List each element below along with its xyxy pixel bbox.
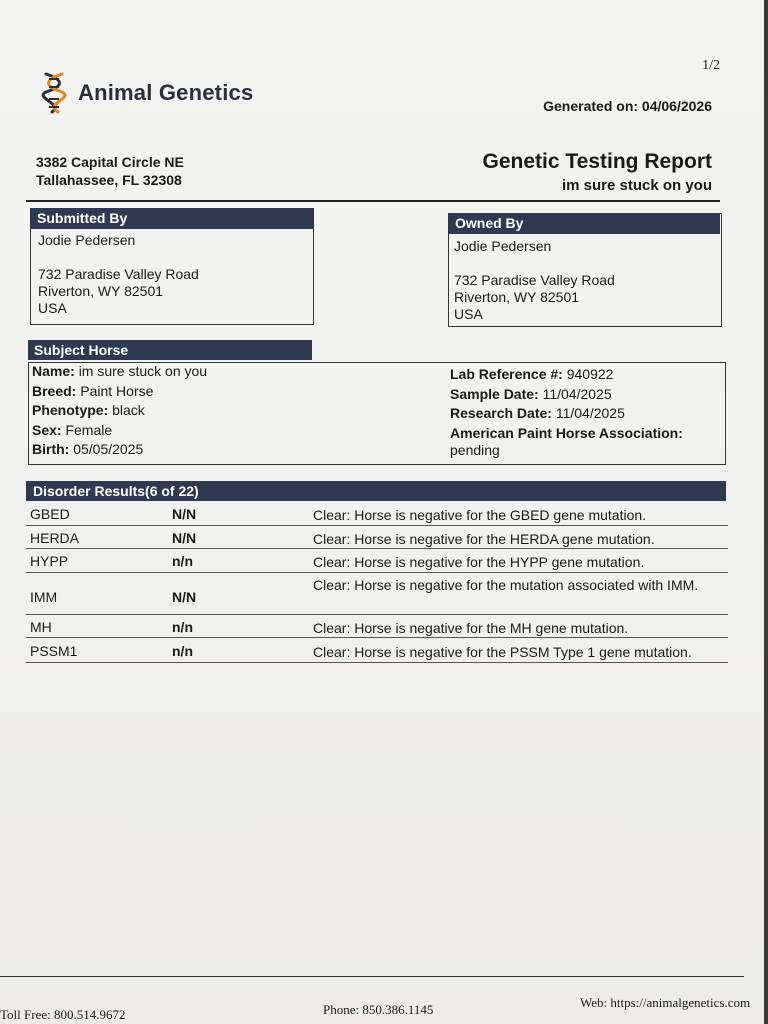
subject-left-column [32,362,207,460]
subject-sex-row: Sex: Female [32,421,113,438]
disorder-interpretation: Clear: Horse is negative for the mutation associated with IMM. [313,577,699,593]
owned-by-country: USA [454,306,483,322]
subject-phenotype-row: Phenotype: black [32,402,145,418]
disorder-results-heading: Disorder Results(6 of 22) [26,481,726,501]
owned-by-city: Riverton, WY 82501 [454,289,580,305]
research-date: 11/04/2025 [555,405,625,421]
footer-toll-free: Toll Free: 800.514.9672 [0,1007,126,1022]
submitted-by-details [38,232,199,317]
disorder-row [26,573,728,615]
disorder-name: GBED [30,506,70,522]
research-date-row: Research Date: 11/04/2025 [450,405,625,421]
disorder-name: MH [30,619,52,635]
disorder-name: HERDA [30,530,80,546]
subject-birth: 05/05/2025 [73,441,144,457]
disorder-results-table [26,502,728,663]
disorder-row [26,615,728,638]
subject-sex: Female [65,421,113,438]
disorder-interpretation: Clear: Horse is negative for the MH gene mutation. [313,620,629,636]
disorder-interpretation: Clear: Horse is negative for the HYPP gene mutation. [313,554,645,570]
dna-helix-icon [40,70,70,116]
lab-reference: 940922 [566,366,614,382]
footer-phone: Phone: 850.386.1145 [323,1002,434,1017]
sample-date-row: Sample Date: 11/04/2025 [450,385,612,402]
subject-birth-row: Birth: 05/05/2025 [32,441,144,457]
disorder-row [26,638,728,663]
disorder-interpretation: Clear: Horse is negative for the PSSM Type 1 gene mutation. [313,644,692,660]
disorder-row [26,502,728,526]
lab-address-line2: Tallahassee, FL 32308 [36,172,182,188]
submitted-by-country: USA [38,300,67,316]
disorder-name: IMM [30,589,58,605]
disorder-name: PSSM1 [30,643,78,659]
sample-date: 11/04/2025 [542,385,612,402]
disorder-result: n/n [172,643,193,659]
brand-logo [40,70,253,116]
subject-breed: Paint Horse [80,382,154,399]
subject-breed-row: Breed: Paint Horse [32,382,154,399]
submitted-by-name: Jodie Pedersen [38,232,136,248]
disorder-result: n/n [172,619,193,635]
disorder-result: N/N [172,506,197,522]
subject-name: im sure stuck on you [78,363,208,379]
submitted-by-city: Riverton, WY 82501 [38,283,164,299]
owned-by-name: Jodie Pedersen [454,238,552,254]
subject-phenotype: black [112,402,145,418]
owned-by-street: 732 Paradise Valley Road [454,272,615,288]
association-label: American Paint Horse Association: [450,424,683,441]
lab-address [36,153,184,189]
association-status: pending [450,442,500,458]
footer-web: Web: https://animalgenetics.com [580,995,751,1010]
footer-divider [0,976,744,977]
submitted-by-street: 732 Paradise Valley Road [38,266,199,282]
owned-by-heading: Owned By [449,213,720,234]
disorder-result: n/n [172,553,193,569]
generated-date: Generated on: 04/06/2026 [543,98,712,114]
disorder-interpretation: Clear: Horse is negative for the HERDA gene mutation. [313,531,655,547]
disorder-result: N/N [172,530,197,546]
brand-name: Animal Genetics [78,80,254,105]
report-title-block [483,150,712,194]
lab-address-line1: 3382 Capital Circle NE [36,154,184,170]
disorder-result: N/N [172,589,197,605]
header-divider [26,200,720,202]
page-number: 1/2 [702,58,720,73]
disorder-interpretation: Clear: Horse is negative for the GBED gene mutation. [313,507,647,523]
disorder-name: HYPP [30,553,69,569]
disorder-row [26,526,728,549]
subject-name-row: Name: im sure stuck on you [32,363,208,379]
subject-heading: Subject Horse [28,340,312,360]
lab-reference-row: Lab Reference #: 940922 [450,366,614,382]
owned-by-details [454,238,615,323]
report-subtitle: im sure stuck on you [561,177,712,194]
disorder-row [26,549,728,573]
subject-right-column [450,365,683,461]
submitted-by-heading: Submitted By [31,208,313,229]
report-title: Genetic Testing Report [482,150,712,173]
